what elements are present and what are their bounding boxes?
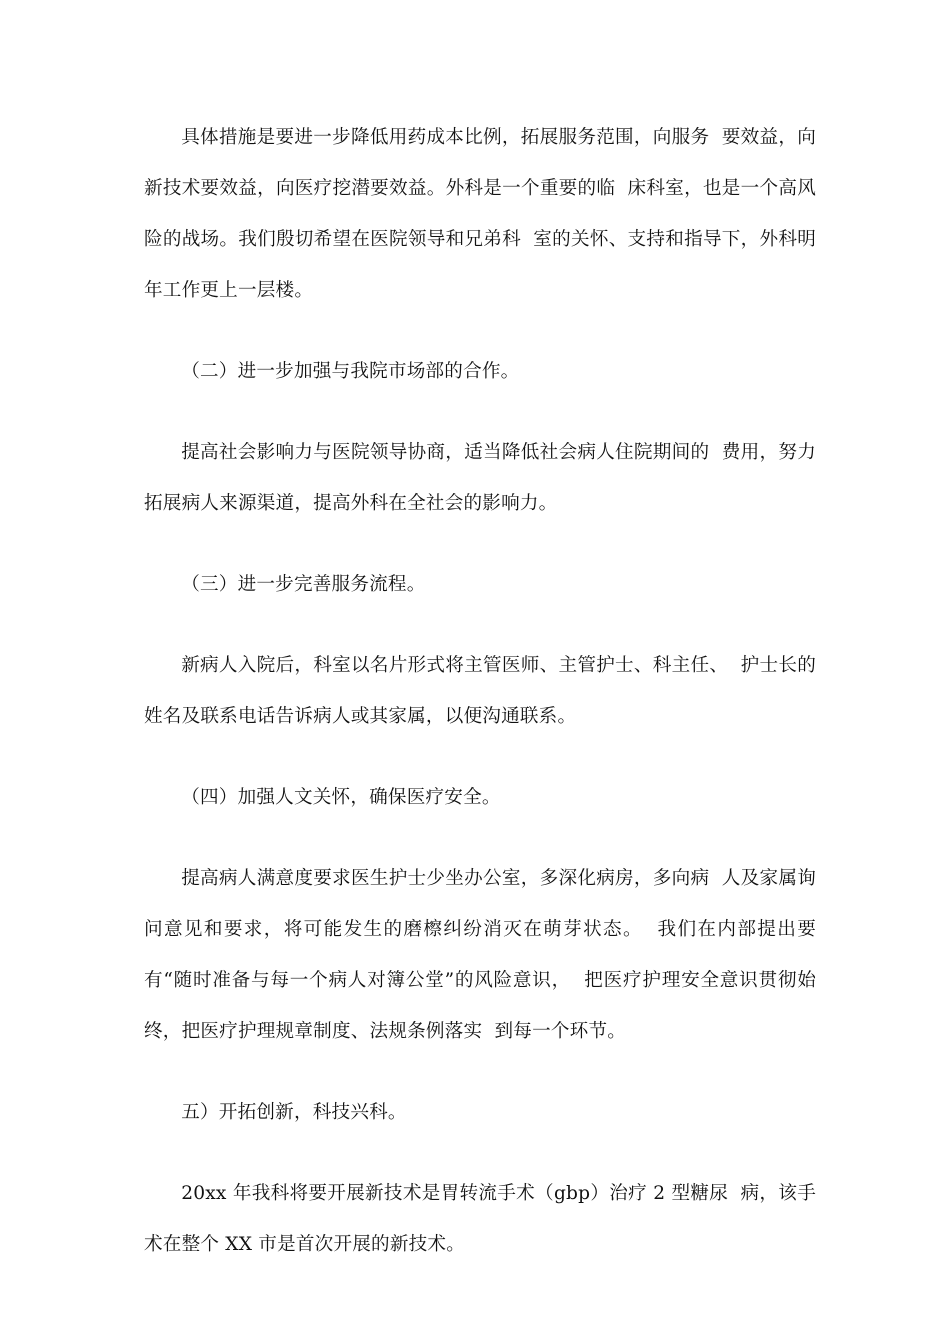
heading-section-5: 五）开拓创新，科技兴科。 [181,1102,407,1123]
paragraph-new-technology: 20xx 年我科将要开展新技术是胃转流手术（gbp）治疗 2 型糖尿 病，该手术在整个 XX 市是首次开展的新技术。 [144,1183,816,1255]
paragraph-admission-process: 新病人入院后，科室以名片形式将主管医师、主管护士、科主任、 护士长的姓名及联系电话告诉病人或其家属，以便沟通联系。 [144,655,816,727]
heading-section-4: （四）加强人文关怀，确保医疗安全。 [181,787,501,808]
paragraph-social-influence: 提高社会影响力与医院领导协商，适当降低社会病人住院期间的 费用，努力拓展病人来源渠道，提高外科在全社会的影响力。 [144,442,816,514]
paragraph-patient-satisfaction: 提高病人满意度要求医生护士少坐办公室，多深化病房，多向病 人及家属询问意见和要求，将可能发生的磨檫纠纷消灭在萌芽状态。 我们在内部提出要有“随时准备与每一个病人对簿公堂”的风险意识， 把医疗护理安全意识贯彻始终，把医疗护理规章制度、法规条例落实 到每一个环节。 [144,868,816,1042]
heading-section-2: （二）进一步加强与我院市场部的合作。 [181,361,520,382]
paragraph-measures: 具体措施是要进一步降低用药成本比例，拓展服务范围，向服务 要效益，向新技术要效益，向医疗挖潜要效益。外科是一个重要的临 床科室，也是一个高风险的战场。我们殷切希望在医院领导和兄弟科 室的关怀、支持和指导下，外科明年工作更上一层楼。 [144,127,816,301]
heading-section-3: （三）进一步完善服务流程。 [181,574,426,595]
document-body [144,112,816,1270]
